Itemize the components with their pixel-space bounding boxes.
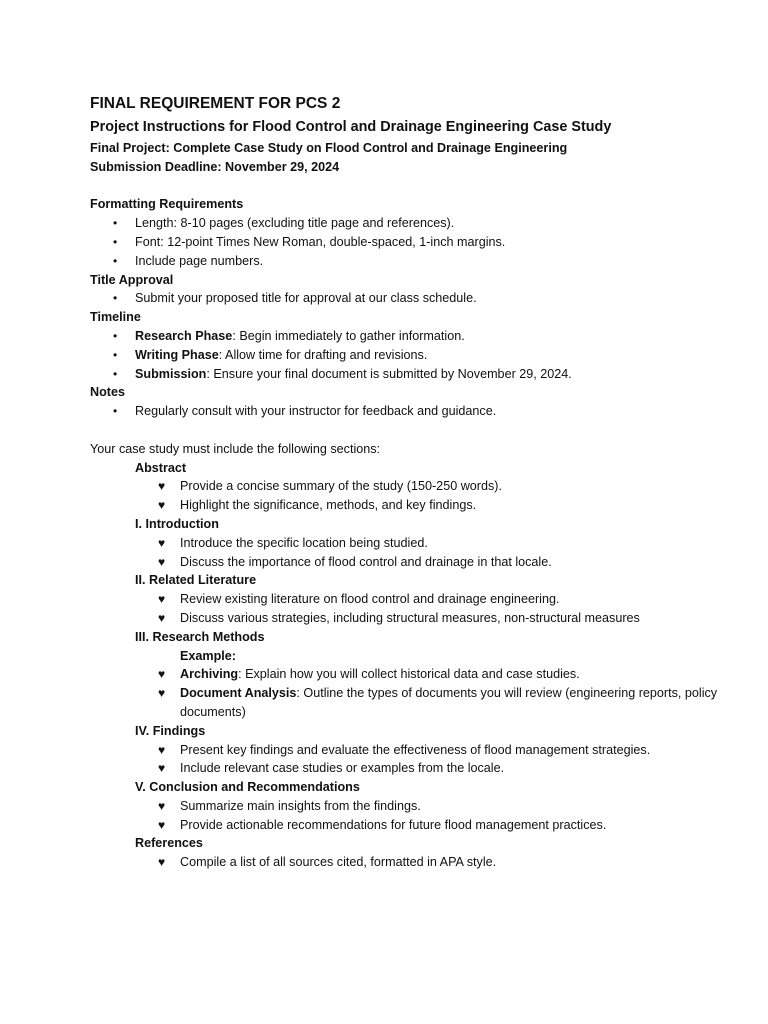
introduction-list xyxy=(135,534,728,572)
list-item-text: Include relevant case studies or examples from the locale. xyxy=(180,761,505,776)
list-item-text: Length: 8-10 pages (excluding title page and references). xyxy=(135,216,455,231)
list-item xyxy=(90,233,728,252)
heart-bullet-icon: ♥ xyxy=(158,798,166,813)
bullet-icon: • xyxy=(113,291,118,306)
notes-heading: Notes xyxy=(90,385,125,400)
timeline-heading: Timeline xyxy=(90,310,141,325)
document-title: FINAL REQUIREMENT FOR PCS 2 xyxy=(90,95,341,112)
list-item-text: Include page numbers. xyxy=(135,253,264,268)
list-item-text: : Allow time for drafting and revisions. xyxy=(218,347,428,362)
list-item xyxy=(135,665,728,684)
list-item xyxy=(135,741,728,760)
abstract-list xyxy=(135,477,728,515)
list-item xyxy=(90,402,728,421)
list-item-text: Review existing literature on flood control and drainage engineering. xyxy=(180,592,560,607)
list-item xyxy=(135,853,728,872)
heart-bullet-icon: ♥ xyxy=(158,686,166,701)
heart-bullet-icon: ♥ xyxy=(158,498,166,513)
heart-bullet-icon: ♥ xyxy=(158,535,166,550)
final-project-line: Final Project: Complete Case Study on Flood Control and Drainage Engineering xyxy=(90,141,568,155)
list-item xyxy=(135,609,728,628)
list-item xyxy=(135,534,728,553)
bullet-icon: • xyxy=(113,253,118,268)
spacer xyxy=(90,421,728,440)
list-item xyxy=(135,797,728,816)
bullet-icon: • xyxy=(113,234,118,249)
list-item xyxy=(135,759,728,778)
formatting-list xyxy=(90,214,728,270)
heart-bullet-icon: ♥ xyxy=(158,761,166,776)
spacer xyxy=(90,177,728,196)
list-item-text: : Begin immediately to gather information. xyxy=(232,328,465,343)
related-literature-list xyxy=(135,590,728,628)
sections-intro: Your case study must include the following sections: xyxy=(90,441,381,456)
list-item-lead: Document Analysis xyxy=(180,686,297,701)
bullet-icon: • xyxy=(113,404,118,419)
introduction-heading: I. Introduction xyxy=(135,516,219,531)
heart-bullet-icon: ♥ xyxy=(158,592,166,607)
bullet-icon: • xyxy=(113,328,118,343)
list-item-text: Discuss the importance of flood control and drainage in that locale. xyxy=(180,554,552,569)
list-item-text: Regularly consult with your instructor for feedback and guidance. xyxy=(135,404,497,419)
list-item xyxy=(90,346,728,365)
findings-heading: IV. Findings xyxy=(135,723,206,738)
list-item-lead: Archiving xyxy=(180,667,239,682)
bullet-icon: • xyxy=(113,347,118,362)
bullet-icon: • xyxy=(113,216,118,231)
list-item-lead: Research Phase xyxy=(135,328,233,343)
list-item-text: Compile a list of all sources cited, formatted in APA style. xyxy=(180,855,497,870)
list-item-text: Highlight the significance, methods, and key findings. xyxy=(180,498,477,513)
list-item xyxy=(135,684,728,722)
notes-list xyxy=(90,402,728,421)
research-methods-heading: III. Research Methods xyxy=(135,629,265,644)
list-item-text: : Explain how you will collect historical data and case studies. xyxy=(238,667,580,682)
abstract-heading: Abstract xyxy=(135,460,187,475)
list-item-text: Introduce the specific location being studied. xyxy=(180,535,428,550)
conclusion-heading: V. Conclusion and Recommendations xyxy=(135,780,360,795)
list-item xyxy=(135,553,728,572)
title-approval-heading: Title Approval xyxy=(90,272,174,287)
list-item xyxy=(90,214,728,233)
list-item xyxy=(90,365,728,384)
list-item-text: Summarize main insights from the findings. xyxy=(180,798,421,813)
findings-list xyxy=(135,741,728,779)
list-item-text: Provide a concise summary of the study (150-250 words). xyxy=(180,479,502,494)
list-item xyxy=(135,590,728,609)
heart-bullet-icon: ♥ xyxy=(158,610,166,625)
heart-bullet-icon: ♥ xyxy=(158,855,166,870)
heart-bullet-icon: ♥ xyxy=(158,742,166,757)
list-item-text: : Outline the types of documents you will review (engineering reports, policy documents) xyxy=(180,686,718,719)
related-literature-heading: II. Related Literature xyxy=(135,573,257,588)
research-methods-list xyxy=(135,665,728,721)
list-item-text: Discuss various strategies, including structural measures, non-structural measures xyxy=(180,610,640,625)
document-subtitle: Project Instructions for Flood Control and Drainage Engineering Case Study xyxy=(90,119,612,135)
conclusion-list xyxy=(135,797,728,835)
heart-bullet-icon: ♥ xyxy=(158,817,166,832)
heart-bullet-icon: ♥ xyxy=(158,479,166,494)
list-item-text: Provide actionable recommendations for future flood management practices. xyxy=(180,817,607,832)
list-item-lead: Submission xyxy=(135,366,207,381)
list-item xyxy=(90,327,728,346)
research-methods-example-label: Example: xyxy=(180,648,236,663)
list-item xyxy=(135,477,728,496)
list-item-lead: Writing Phase xyxy=(135,347,219,362)
bullet-icon: • xyxy=(113,366,118,381)
list-item xyxy=(90,252,728,271)
list-item-text: Present key findings and evaluate the effectiveness of flood management strategies. xyxy=(180,742,651,757)
formatting-heading: Formatting Requirements xyxy=(90,197,244,212)
list-item xyxy=(135,816,728,835)
list-item-text: Submit your proposed title for approval at our class schedule. xyxy=(135,291,477,306)
submission-deadline-line: Submission Deadline: November 29, 2024 xyxy=(90,159,340,174)
references-heading: References xyxy=(135,836,203,851)
list-item xyxy=(90,289,728,308)
case-study-outline xyxy=(90,459,728,873)
references-list xyxy=(135,853,728,872)
timeline-list xyxy=(90,327,728,383)
heart-bullet-icon: ♥ xyxy=(158,554,166,569)
list-item-text: Font: 12-point Times New Roman, double-spaced, 1-inch margins. xyxy=(135,234,506,249)
title-approval-list xyxy=(90,289,728,308)
list-item xyxy=(135,496,728,515)
list-item-text: : Ensure your final document is submitted by November 29, 2024. xyxy=(206,366,572,381)
heart-bullet-icon: ♥ xyxy=(158,667,166,682)
